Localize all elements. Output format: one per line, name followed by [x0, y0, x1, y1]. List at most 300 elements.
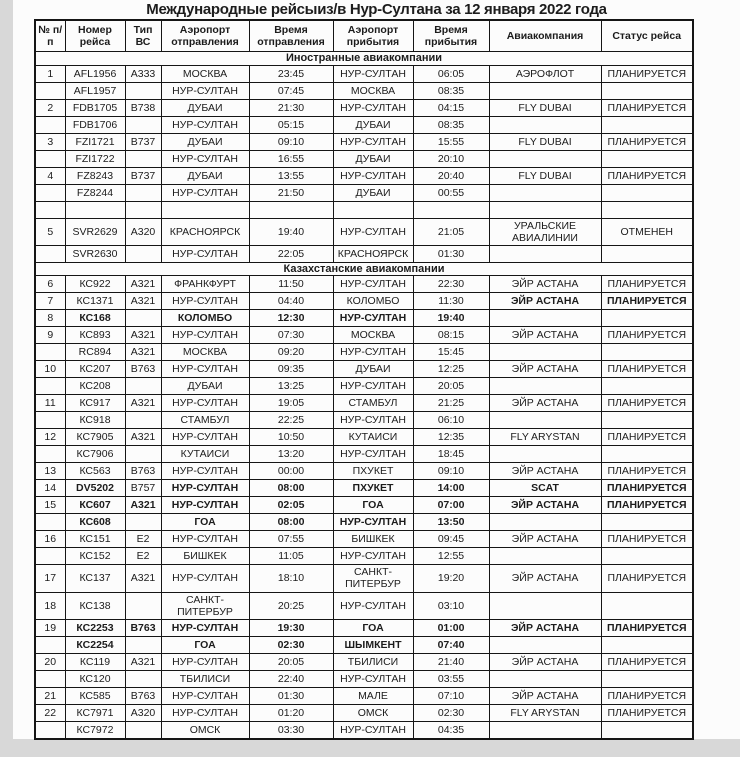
cell-aircraft: В757 — [125, 480, 161, 497]
cell-airline: УРАЛЬСКИЕ АВИАЛИНИИ — [489, 218, 601, 245]
flight-row — [35, 395, 693, 412]
flight-row — [35, 592, 693, 619]
cell-airline: FLY DUBAI — [489, 99, 601, 116]
cell-aircraft: B737 — [125, 133, 161, 150]
cell-dep: 08:00 — [249, 514, 333, 531]
cell-dep: 16:55 — [249, 150, 333, 167]
cell-airline — [489, 378, 601, 395]
cell-dep: 05:15 — [249, 116, 333, 133]
cell-airline — [489, 82, 601, 99]
flight-row — [35, 276, 693, 293]
cell-airline — [489, 412, 601, 429]
cell-aircraft: В763 — [125, 361, 161, 378]
cell-status: ПЛАНИРУЕТСЯ — [601, 497, 693, 514]
cell-status — [601, 82, 693, 99]
cell-arr: 09:10 — [413, 463, 489, 480]
cell-aircraft — [125, 150, 161, 167]
cell-aircraft: А321 — [125, 565, 161, 592]
cell-status — [601, 184, 693, 201]
cell-from: НУР-СУЛТАН — [161, 361, 249, 378]
cell-aircraft: А321 — [125, 429, 161, 446]
cell-flight: КС918 — [65, 412, 125, 429]
cell-arr: 00:55 — [413, 184, 489, 201]
cell-num: 3 — [35, 133, 65, 150]
cell-arr: 13:50 — [413, 514, 489, 531]
cell-from: МОСКВА — [161, 65, 249, 82]
col-header-from: Аэропорт отправления — [161, 20, 249, 52]
cell-dep: 01:30 — [249, 687, 333, 704]
cell-arr: 08:15 — [413, 327, 489, 344]
cell-num — [35, 150, 65, 167]
cell-to: НУР-СУЛТАН — [333, 99, 413, 116]
cell-arr: 22:30 — [413, 276, 489, 293]
cell-arr: 19:40 — [413, 310, 489, 327]
cell-airline — [489, 670, 601, 687]
cell-dep: 08:00 — [249, 480, 333, 497]
cell-to: НУР-СУЛТАН — [333, 133, 413, 150]
flight-row — [35, 687, 693, 704]
cell-from: ФРАНКФУРТ — [161, 276, 249, 293]
cell-aircraft — [125, 412, 161, 429]
cell-to: НУР-СУЛТАН — [333, 378, 413, 395]
cell-status: ПЛАНИРУЕТСЯ — [601, 395, 693, 412]
flight-row — [35, 670, 693, 687]
cell-aircraft — [125, 82, 161, 99]
flight-row — [35, 497, 693, 514]
cell-status — [601, 412, 693, 429]
flight-row — [35, 619, 693, 636]
cell-aircraft: А321 — [125, 653, 161, 670]
cell-airline — [489, 344, 601, 361]
cell-from: НУР-СУЛТАН — [161, 429, 249, 446]
flight-row — [35, 721, 693, 739]
cell-to: НУР-СУЛТАН — [333, 65, 413, 82]
cell-num — [35, 636, 65, 653]
cell-airline: ЭЙР АСТАНА — [489, 653, 601, 670]
cell-to: КРАСНОЯРСК — [333, 245, 413, 262]
cell-arr: 03:55 — [413, 670, 489, 687]
col-header-dep: Время отправления — [249, 20, 333, 52]
cell-status: ПЛАНИРУЕТСЯ — [601, 361, 693, 378]
cell-num — [35, 116, 65, 133]
cell-flight: КС1371 — [65, 293, 125, 310]
cell-dep: 10:50 — [249, 429, 333, 446]
cell-airline — [489, 514, 601, 531]
cell-num: 11 — [35, 395, 65, 412]
cell-aircraft: А321 — [125, 276, 161, 293]
cell-flight: AFL1956 — [65, 65, 125, 82]
cell-num: 21 — [35, 687, 65, 704]
cell-aircraft — [125, 245, 161, 262]
cell-from: НУР-СУЛТАН — [161, 531, 249, 548]
cell-from: ГОА — [161, 514, 249, 531]
cell-num: 6 — [35, 276, 65, 293]
cell-arr: 03:10 — [413, 592, 489, 619]
cell-flight: КС120 — [65, 670, 125, 687]
cell-from: НУР-СУЛТАН — [161, 653, 249, 670]
cell-status: ПЛАНИРУЕТСЯ — [601, 565, 693, 592]
cell-num — [35, 82, 65, 99]
cell-flight: FDB1706 — [65, 116, 125, 133]
cell-airline — [489, 116, 601, 133]
cell-aircraft: B737 — [125, 167, 161, 184]
cell-from: НУР-СУЛТАН — [161, 116, 249, 133]
cell-aircraft — [125, 184, 161, 201]
cell-flight: КС563 — [65, 463, 125, 480]
cell-aircraft: A333 — [125, 65, 161, 82]
cell-from: НУР-СУЛТАН — [161, 184, 249, 201]
cell-aircraft: Е2 — [125, 548, 161, 565]
flight-row — [35, 150, 693, 167]
cell-flight: КС7972 — [65, 721, 125, 739]
section-row-1 — [35, 52, 693, 66]
cell-flight: КС2253 — [65, 619, 125, 636]
cell-flight: AFL1957 — [65, 82, 125, 99]
flight-row — [35, 636, 693, 653]
cell-flight: КС151 — [65, 531, 125, 548]
cell-from: НУР-СУЛТАН — [161, 497, 249, 514]
cell-arr: 06:10 — [413, 412, 489, 429]
cell-arr: 08:35 — [413, 82, 489, 99]
cell-arr: 20:40 — [413, 167, 489, 184]
cell-flight — [65, 201, 125, 218]
cell-num: 10 — [35, 361, 65, 378]
cell-arr: 01:30 — [413, 245, 489, 262]
cell-dep: 09:20 — [249, 344, 333, 361]
cell-aircraft: В763 — [125, 619, 161, 636]
cell-status — [601, 592, 693, 619]
cell-num: 16 — [35, 531, 65, 548]
flight-row — [35, 245, 693, 262]
cell-dep: 20:05 — [249, 653, 333, 670]
cell-airline: FLY DUBAI — [489, 167, 601, 184]
cell-to: ДУБАИ — [333, 150, 413, 167]
cell-flight: КС608 — [65, 514, 125, 531]
cell-arr: 06:05 — [413, 65, 489, 82]
flight-row — [35, 480, 693, 497]
cell-flight: КС7971 — [65, 704, 125, 721]
cell-dep: 19:30 — [249, 619, 333, 636]
cell-flight: КС922 — [65, 276, 125, 293]
cell-dep: 02:30 — [249, 636, 333, 653]
cell-aircraft: А321 — [125, 497, 161, 514]
cell-to: НУР-СУЛТАН — [333, 721, 413, 739]
cell-status: ПЛАНИРУЕТСЯ — [601, 276, 693, 293]
cell-airline — [489, 201, 601, 218]
cell-airline: ЭЙР АСТАНА — [489, 497, 601, 514]
cell-dep: 09:35 — [249, 361, 333, 378]
cell-num — [35, 548, 65, 565]
col-header-airline: Авиакомпания — [489, 20, 601, 52]
cell-num — [35, 412, 65, 429]
flight-row — [35, 378, 693, 395]
flight-row — [35, 429, 693, 446]
cell-flight: RC894 — [65, 344, 125, 361]
cell-to: КОЛОМБО — [333, 293, 413, 310]
cell-dep: 23:45 — [249, 65, 333, 82]
cell-aircraft — [125, 670, 161, 687]
flights-table — [34, 19, 694, 740]
cell-from: КУТАИСИ — [161, 446, 249, 463]
section-row-2 — [35, 262, 693, 276]
cell-dep: 21:30 — [249, 99, 333, 116]
cell-from: ДУБАИ — [161, 99, 249, 116]
cell-arr: 21:40 — [413, 653, 489, 670]
cell-from: КОЛОМБО — [161, 310, 249, 327]
cell-to: ГОА — [333, 619, 413, 636]
cell-to: САНКТ-ПИТЕРБУР — [333, 565, 413, 592]
cell-dep: 21:50 — [249, 184, 333, 201]
cell-airline: ЭЙР АСТАНА — [489, 327, 601, 344]
cell-status: ПЛАНИРУЕТСЯ — [601, 653, 693, 670]
cell-dep: 07:30 — [249, 327, 333, 344]
cell-to: НУР-СУЛТАН — [333, 412, 413, 429]
cell-status — [601, 670, 693, 687]
cell-dep: 13:25 — [249, 378, 333, 395]
flight-row — [35, 184, 693, 201]
document-sheet — [13, 0, 740, 739]
cell-from: ДУБАИ — [161, 167, 249, 184]
cell-status — [601, 446, 693, 463]
cell-to: КУТАИСИ — [333, 429, 413, 446]
cell-to: НУР-СУЛТАН — [333, 446, 413, 463]
cell-airline: FLY ARYSTAN — [489, 704, 601, 721]
cell-to: МОСКВА — [333, 327, 413, 344]
cell-arr: 12:35 — [413, 429, 489, 446]
cell-status — [601, 548, 693, 565]
flight-row — [35, 653, 693, 670]
cell-arr: 12:55 — [413, 548, 489, 565]
flight-row — [35, 82, 693, 99]
cell-dep: 04:40 — [249, 293, 333, 310]
cell-aircraft — [125, 116, 161, 133]
cell-num: 19 — [35, 619, 65, 636]
cell-dep: 03:30 — [249, 721, 333, 739]
cell-status: ПЛАНИРУЕТСЯ — [601, 99, 693, 116]
cell-flight: КС7906 — [65, 446, 125, 463]
cell-num: 17 — [35, 565, 65, 592]
col-header-num: № п/ п — [35, 20, 65, 52]
flight-row — [35, 310, 693, 327]
cell-arr: 04:15 — [413, 99, 489, 116]
cell-arr: 15:45 — [413, 344, 489, 361]
flight-row — [35, 463, 693, 480]
cell-arr: 08:35 — [413, 116, 489, 133]
cell-aircraft — [125, 636, 161, 653]
cell-from: КРАСНОЯРСК — [161, 218, 249, 245]
cell-dep: 09:10 — [249, 133, 333, 150]
cell-status: ПЛАНИРУЕТСЯ — [601, 463, 693, 480]
cell-flight: КС119 — [65, 653, 125, 670]
cell-to: ДУБАИ — [333, 116, 413, 133]
cell-flight: FZ8243 — [65, 167, 125, 184]
cell-from: ОМСК — [161, 721, 249, 739]
flight-row — [35, 65, 693, 82]
cell-status: ПЛАНИРУЕТСЯ — [601, 167, 693, 184]
cell-airline: ЭЙР АСТАНА — [489, 619, 601, 636]
col-header-aircraft: Тип ВС — [125, 20, 161, 52]
cell-from: НУР-СУЛТАН — [161, 327, 249, 344]
cell-arr: 14:00 — [413, 480, 489, 497]
cell-aircraft: B738 — [125, 99, 161, 116]
cell-airline: FLY ARYSTAN — [489, 429, 601, 446]
cell-num: 13 — [35, 463, 65, 480]
cell-airline: ЭЙР АСТАНА — [489, 463, 601, 480]
cell-airline — [489, 446, 601, 463]
cell-airline — [489, 310, 601, 327]
cell-flight: FDB1705 — [65, 99, 125, 116]
flight-row — [35, 531, 693, 548]
cell-flight: КС152 — [65, 548, 125, 565]
cell-to: НУР-СУЛТАН — [333, 548, 413, 565]
cell-dep: 00:00 — [249, 463, 333, 480]
cell-to: НУР-СУЛТАН — [333, 276, 413, 293]
cell-airline: ЭЙР АСТАНА — [489, 293, 601, 310]
cell-dep: 11:05 — [249, 548, 333, 565]
cell-aircraft: А321 — [125, 293, 161, 310]
cell-flight: КС917 — [65, 395, 125, 412]
cell-to: НУР-СУЛТАН — [333, 310, 413, 327]
cell-from: НУР-СУЛТАН — [161, 480, 249, 497]
flight-row — [35, 704, 693, 721]
cell-flight: КС137 — [65, 565, 125, 592]
cell-flight: КС168 — [65, 310, 125, 327]
flight-row — [35, 327, 693, 344]
cell-airline: ЭЙР АСТАНА — [489, 531, 601, 548]
cell-arr: 09:45 — [413, 531, 489, 548]
cell-aircraft: А321 — [125, 395, 161, 412]
cell-dep: 12:30 — [249, 310, 333, 327]
cell-dep: 11:50 — [249, 276, 333, 293]
cell-from: НУР-СУЛТАН — [161, 463, 249, 480]
cell-airline — [489, 150, 601, 167]
cell-aircraft — [125, 310, 161, 327]
cell-airline: ЭЙР АСТАНА — [489, 276, 601, 293]
cell-status: ПЛАНИРУЕТСЯ — [601, 133, 693, 150]
cell-airline: ЭЙР АСТАНА — [489, 565, 601, 592]
cell-from: НУР-СУЛТАН — [161, 395, 249, 412]
cell-to: НУР-СУЛТАН — [333, 218, 413, 245]
cell-status — [601, 116, 693, 133]
cell-airline: SCAT — [489, 480, 601, 497]
cell-num: 4 — [35, 167, 65, 184]
cell-arr: 02:30 — [413, 704, 489, 721]
cell-flight: КС893 — [65, 327, 125, 344]
flight-row — [35, 361, 693, 378]
cell-airline: АЭРОФЛОТ — [489, 65, 601, 82]
cell-num — [35, 184, 65, 201]
cell-status: ОТМЕНЕН — [601, 218, 693, 245]
cell-flight: КС208 — [65, 378, 125, 395]
cell-aircraft — [125, 721, 161, 739]
flight-row — [35, 344, 693, 361]
cell-status — [601, 378, 693, 395]
cell-airline: ЭЙР АСТАНА — [489, 361, 601, 378]
cell-arr: 11:30 — [413, 293, 489, 310]
cell-dep: 19:40 — [249, 218, 333, 245]
cell-num: 14 — [35, 480, 65, 497]
cell-num: 2 — [35, 99, 65, 116]
cell-to: СТАМБУЛ — [333, 395, 413, 412]
flight-row — [35, 99, 693, 116]
cell-arr: 20:10 — [413, 150, 489, 167]
cell-to — [333, 201, 413, 218]
cell-status — [601, 721, 693, 739]
cell-from: ТБИЛИСИ — [161, 670, 249, 687]
cell-aircraft — [125, 514, 161, 531]
cell-to: ПХУКЕТ — [333, 480, 413, 497]
cell-status — [601, 150, 693, 167]
cell-airline — [489, 721, 601, 739]
cell-num: 8 — [35, 310, 65, 327]
cell-arr: 15:55 — [413, 133, 489, 150]
section-label: Иностранные авиакомпании — [35, 52, 693, 66]
cell-num: 20 — [35, 653, 65, 670]
flight-row — [35, 201, 693, 218]
cell-to: ДУБАИ — [333, 184, 413, 201]
cell-from — [161, 201, 249, 218]
cell-from: НУР-СУЛТАН — [161, 687, 249, 704]
cell-flight: SVR2630 — [65, 245, 125, 262]
col-header-status: Статус рейса — [601, 20, 693, 52]
header-row — [35, 20, 693, 52]
flight-row — [35, 548, 693, 565]
cell-status: ПЛАНИРУЕТСЯ — [601, 531, 693, 548]
cell-arr: 19:20 — [413, 565, 489, 592]
cell-from: НУР-СУЛТАН — [161, 619, 249, 636]
cell-dep: 18:10 — [249, 565, 333, 592]
cell-dep: 01:20 — [249, 704, 333, 721]
flight-row — [35, 412, 693, 429]
cell-status: ПЛАНИРУЕТСЯ — [601, 704, 693, 721]
cell-num — [35, 378, 65, 395]
cell-from: НУР-СУЛТАН — [161, 293, 249, 310]
cell-status — [601, 344, 693, 361]
cell-num — [35, 670, 65, 687]
flight-row — [35, 116, 693, 133]
table-header — [35, 20, 693, 52]
col-header-flight: Номер рейса — [65, 20, 125, 52]
cell-num: 18 — [35, 592, 65, 619]
flight-row — [35, 133, 693, 150]
cell-aircraft: В763 — [125, 687, 161, 704]
cell-flight: КС7905 — [65, 429, 125, 446]
cell-airline — [489, 548, 601, 565]
cell-aircraft — [125, 592, 161, 619]
cell-num: 22 — [35, 704, 65, 721]
cell-flight: КС607 — [65, 497, 125, 514]
cell-from: ДУБАИ — [161, 133, 249, 150]
cell-arr — [413, 201, 489, 218]
cell-from: БИШКЕК — [161, 548, 249, 565]
cell-from: НУР-СУЛТАН — [161, 565, 249, 592]
cell-num — [35, 446, 65, 463]
cell-status: ПЛАНИРУЕТСЯ — [601, 480, 693, 497]
cell-arr: 04:35 — [413, 721, 489, 739]
cell-airline: ЭЙР АСТАНА — [489, 687, 601, 704]
cell-flight: КС2254 — [65, 636, 125, 653]
cell-to: НУР-СУЛТАН — [333, 670, 413, 687]
cell-arr: 18:45 — [413, 446, 489, 463]
cell-airline — [489, 184, 601, 201]
cell-arr: 12:25 — [413, 361, 489, 378]
cell-to: БИШКЕК — [333, 531, 413, 548]
cell-from: НУР-СУЛТАН — [161, 150, 249, 167]
cell-aircraft: А321 — [125, 344, 161, 361]
flight-row — [35, 446, 693, 463]
cell-dep: 19:05 — [249, 395, 333, 412]
cell-status — [601, 636, 693, 653]
